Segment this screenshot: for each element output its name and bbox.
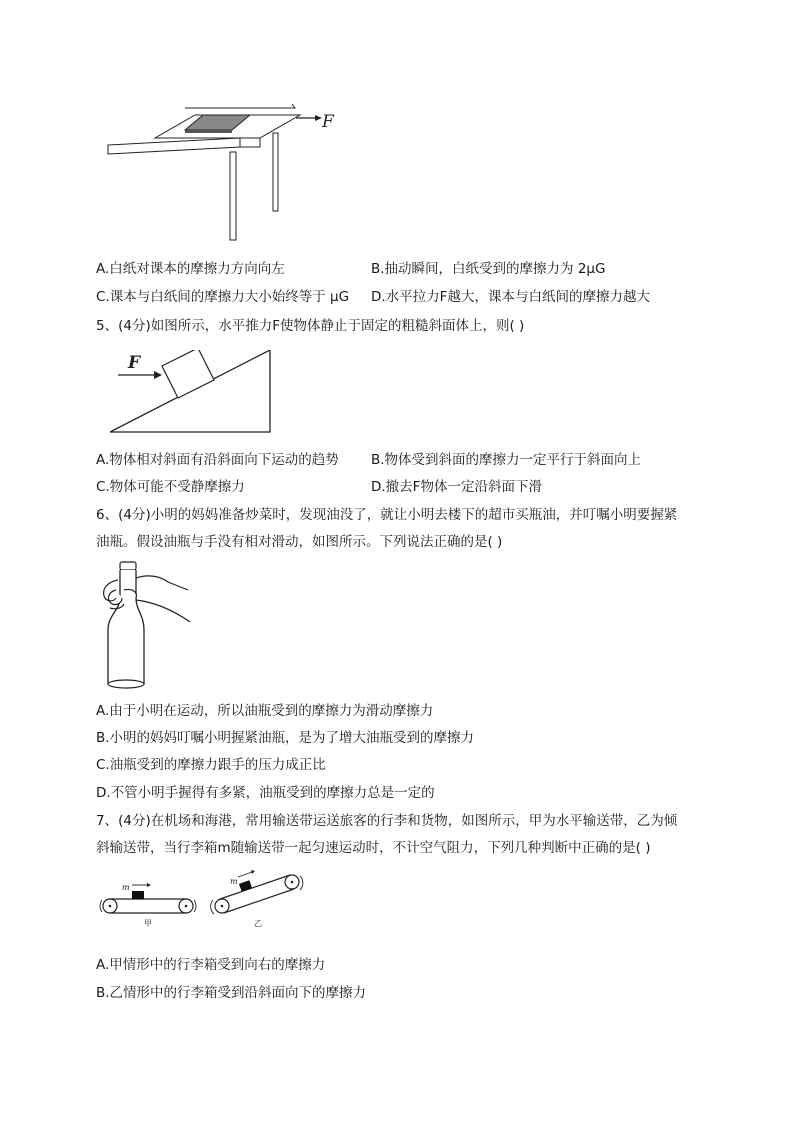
q7-option-a: A.甲情形中的行李箱受到向右的摩擦力 <box>96 957 326 973</box>
q6-option-a: A.由于小明在运动，所以油瓶受到的摩擦力为滑动摩擦力 <box>96 703 434 719</box>
hand-bottle-figure <box>98 560 193 692</box>
q4-option-a: A.白纸对课本的摩擦力方向向左 <box>96 261 285 277</box>
q6-stem-line1: 6、(4分)小明的妈妈准备炒菜时，发现油没了，就让小明去楼下的超市买瓶油，并叮嘱小明要握紧 <box>96 507 678 523</box>
q5-option-c: C.物体可能不受静摩擦力 <box>96 479 245 495</box>
q5-stem: 5、(4分)如图所示，水平推力F使物体静止于固定的粗糙斜面体上，则( ) <box>96 318 525 334</box>
q7-stem-line1: 7、(4分)在机场和海港，常用输送带运送旅客的行李和货物，如图所示，甲为水平输送带，乙为倾 <box>96 813 678 829</box>
label-jia: 甲 <box>144 919 152 928</box>
conveyor-belts-figure <box>96 868 326 940</box>
label-yi: 乙 <box>254 919 262 928</box>
mass-label-right: m <box>230 877 238 886</box>
incline-block-figure <box>110 350 280 435</box>
q6-stem-line2: 油瓶。假设油瓶与手没有相对滑动，如图所示。下列说法正确的是( ) <box>96 534 503 550</box>
q5-option-a: A.物体相对斜面有沿斜面向下运动的趋势 <box>96 452 339 468</box>
mass-label-left: m <box>122 883 130 892</box>
q4-option-c: C.课本与白纸间的摩擦力大小始终等于 μG <box>96 289 350 305</box>
push-force-label: F <box>128 353 141 373</box>
q5-option-d: D.撤去F物体一定沿斜面下滑 <box>371 479 542 495</box>
q6-option-d: D.不管小明手握得有多紧，油瓶受到的摩擦力总是一定的 <box>96 785 435 801</box>
q4-option-d: D.水平拉力F越大，课本与白纸间的摩擦力越大 <box>371 289 650 305</box>
q7-stem-line2: 斜输送带，当行李箱m随输送带一起匀速运动时，不计空气阻力，下列几种判断中正确的是( ) <box>96 840 651 856</box>
q7-option-b: B.乙情形中的行李箱受到沿斜面向下的摩擦力 <box>96 985 367 1001</box>
force-label: F <box>322 112 334 132</box>
q6-option-b: B.小明的妈妈叮嘱小明握紧油瓶，是为了增大油瓶受到的摩擦力 <box>96 730 475 746</box>
table-paper-book-figure <box>100 100 350 245</box>
q4-option-b: B.抽动瞬间，白纸受到的摩擦力为 2μG <box>371 261 606 277</box>
q6-option-c: C.油瓶受到的摩擦力跟手的压力成正比 <box>96 757 326 773</box>
q5-option-b: B.物体受到斜面的摩擦力一定平行于斜面向上 <box>371 452 642 468</box>
